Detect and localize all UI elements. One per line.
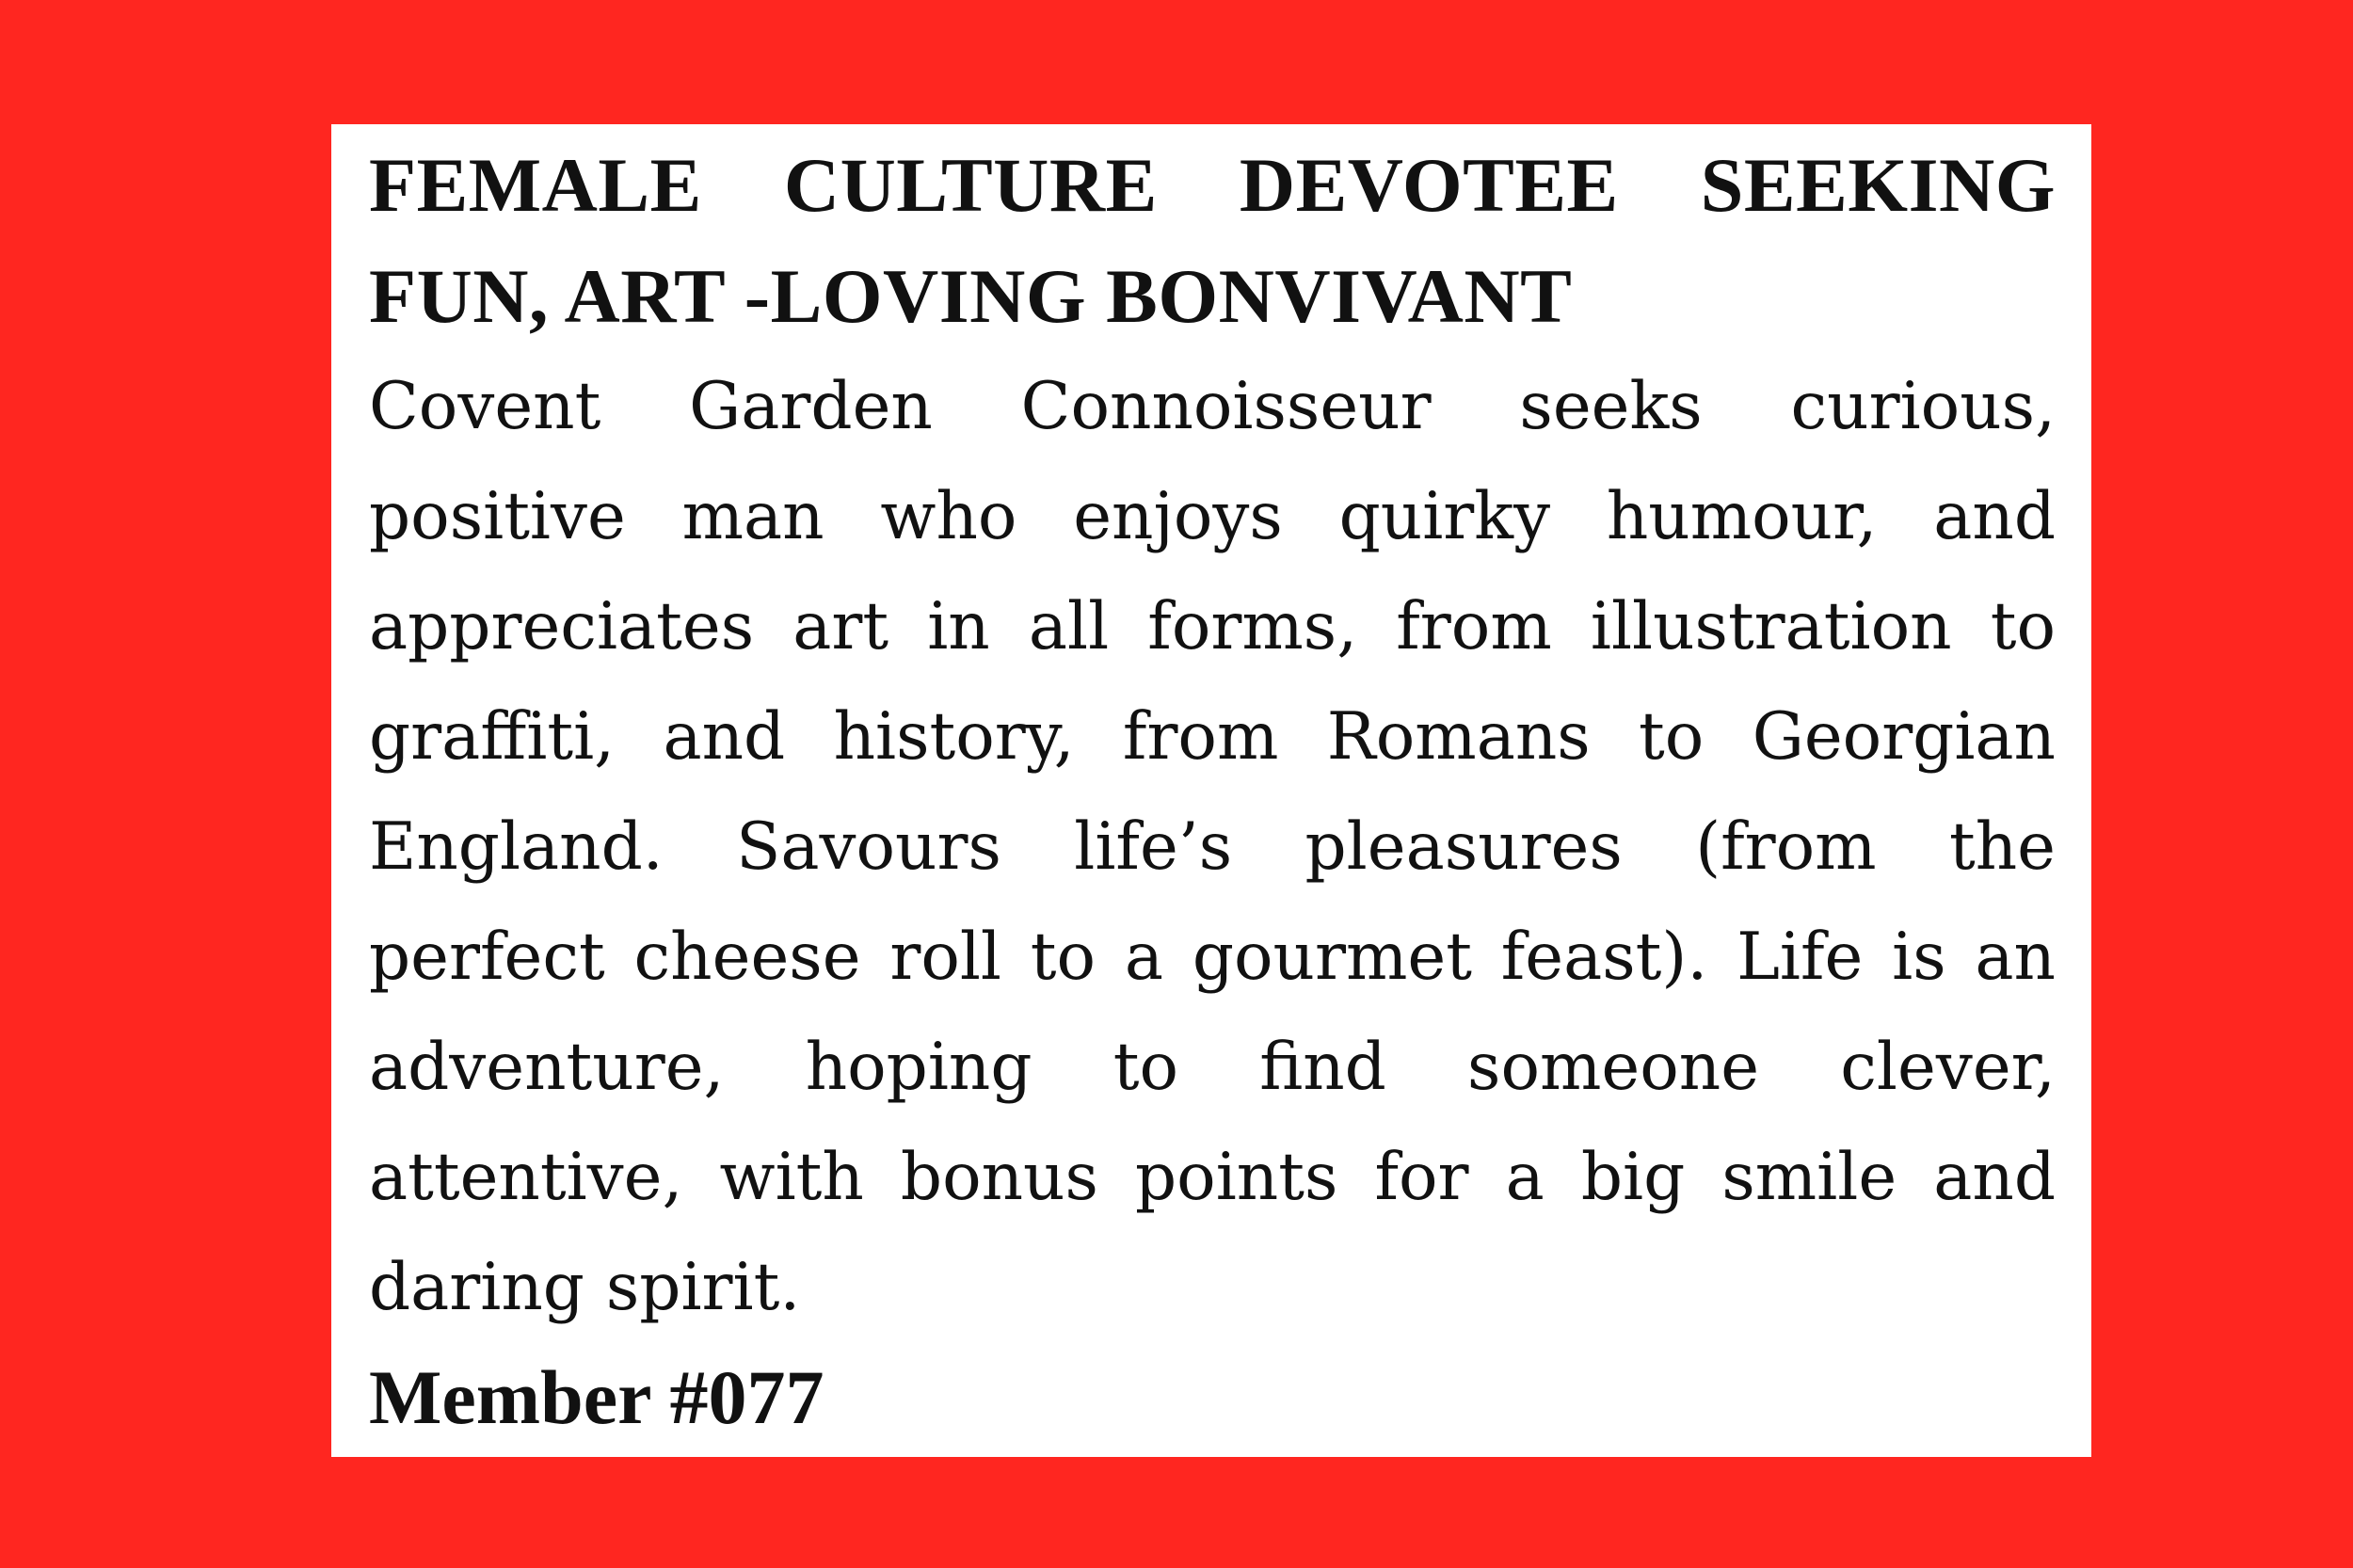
ad-card: [331, 124, 2091, 1457]
ad-body: Covent Garden Connoisseur seeks curious, positive man who enjoys quirky humour, and appreciates art in all forms, from illustration to graffiti, and history, from Romans to Georgian England. Savours life’s pleasures (from the perfect cheese roll to a gourmet feast). Life is an adventure, hoping to find someone clever, attentive, with bonus points for a big smile and daring spirit.: [369, 369, 2056, 1325]
member-number: Member #077: [369, 1354, 824, 1440]
ad-headline: FEMALE CULTURE DEVOTEE SEEKING FUN, ART -LOVING BONVIVANT: [369, 142, 2056, 339]
